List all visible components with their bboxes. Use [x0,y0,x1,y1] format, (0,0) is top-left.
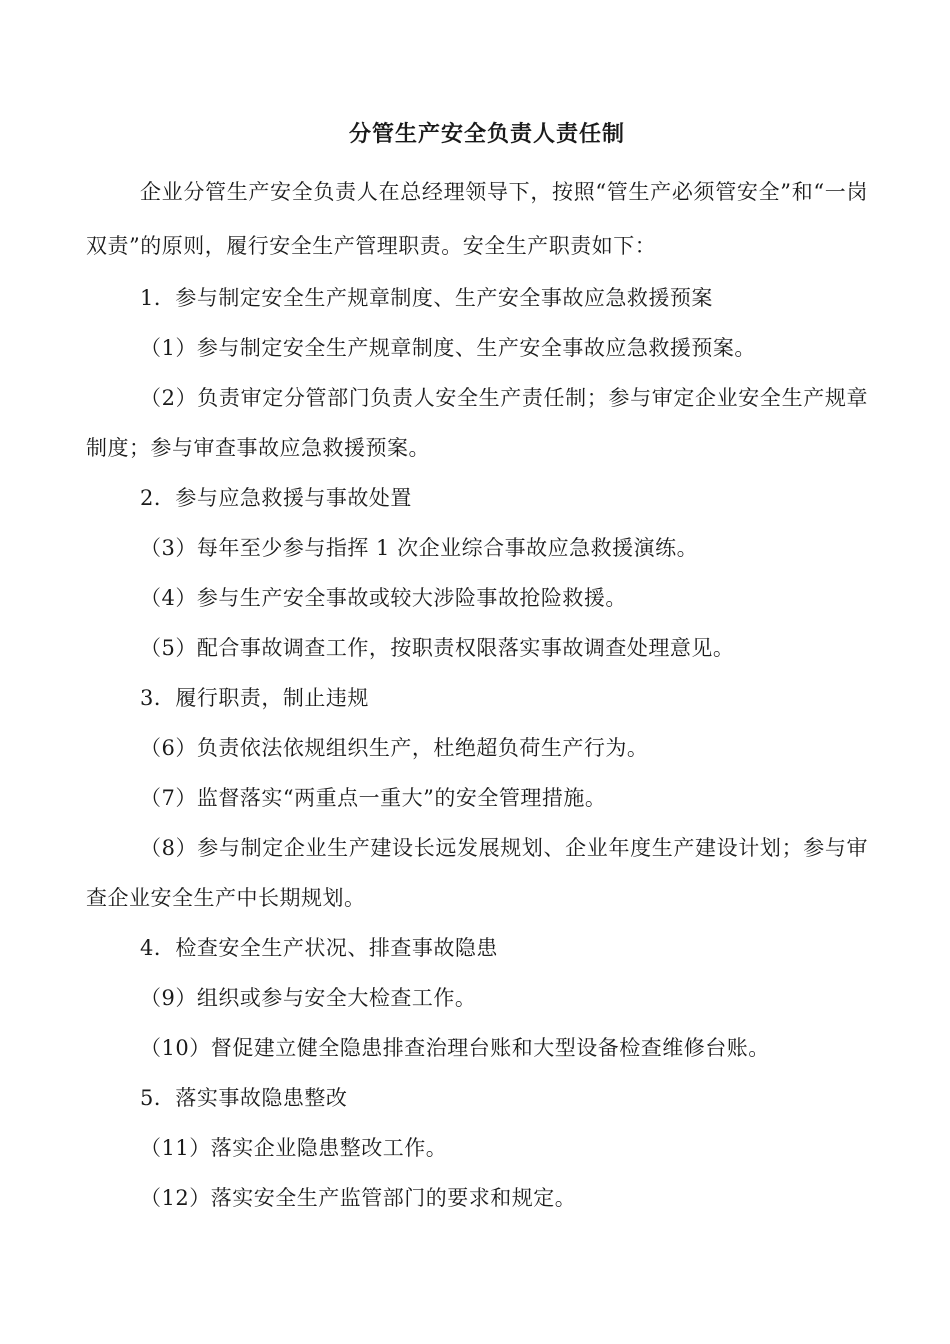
clause-2: （2）负责审定分管部门负责人安全生产责任制；参与审定企业安全生产规章制度；参与审查事故应急救援预案。 [86,386,868,460]
clause-6: （6）负责依法依规组织生产，杜绝超负荷生产行为。 [140,736,649,760]
clause-4: （4）参与生产安全事故或较大涉险事故抢险救援。 [140,586,627,610]
clause-5: （5）配合事故调查工作，按职责权限落实事故调查处理意见。 [140,636,735,660]
intro-paragraph: 企业分管生产安全负责人在总经理领导下，按照“管生产必须管安全”和“一岗双责”的原则，履行安全生产管理职责。安全生产职责如下： [86,180,868,258]
section-heading-4: 4．检查安全生产状况、排查事故隐患 [140,936,498,960]
clause-10: （10）督促建立健全隐患排查治理台账和大型设备检查维修台账。 [140,1036,770,1060]
section-heading-2: 2．参与应急救援与事故处置 [140,486,412,510]
clause-8: （8）参与制定企业生产建设长远发展规划、企业年度生产建设计划；参与审查企业安全生产中长期规划。 [86,836,868,910]
clause-7: （7）监督落实“两重点一重大”的安全管理措施。 [140,786,607,810]
section-heading-3: 3．履行职责，制止违规 [140,686,369,710]
document-title: 分管生产安全负责人责任制 [348,121,625,147]
section-heading-1: 1．参与制定安全生产规章制度、生产安全事故应急救援预案 [140,286,713,310]
section-heading-5: 5．落实事故隐患整改 [140,1086,348,1110]
clause-11: （11）落实企业隐患整改工作。 [140,1136,448,1160]
clause-12: （12）落实安全生产监管部门的要求和规定。 [140,1186,577,1210]
clause-1: （1）参与制定安全生产规章制度、生产安全事故应急救援预案。 [140,336,756,360]
clause-9: （9）组织或参与安全大检查工作。 [140,986,477,1010]
clause-3: （3）每年至少参与指挥 1 次企业综合事故应急救援演练。 [140,536,699,560]
